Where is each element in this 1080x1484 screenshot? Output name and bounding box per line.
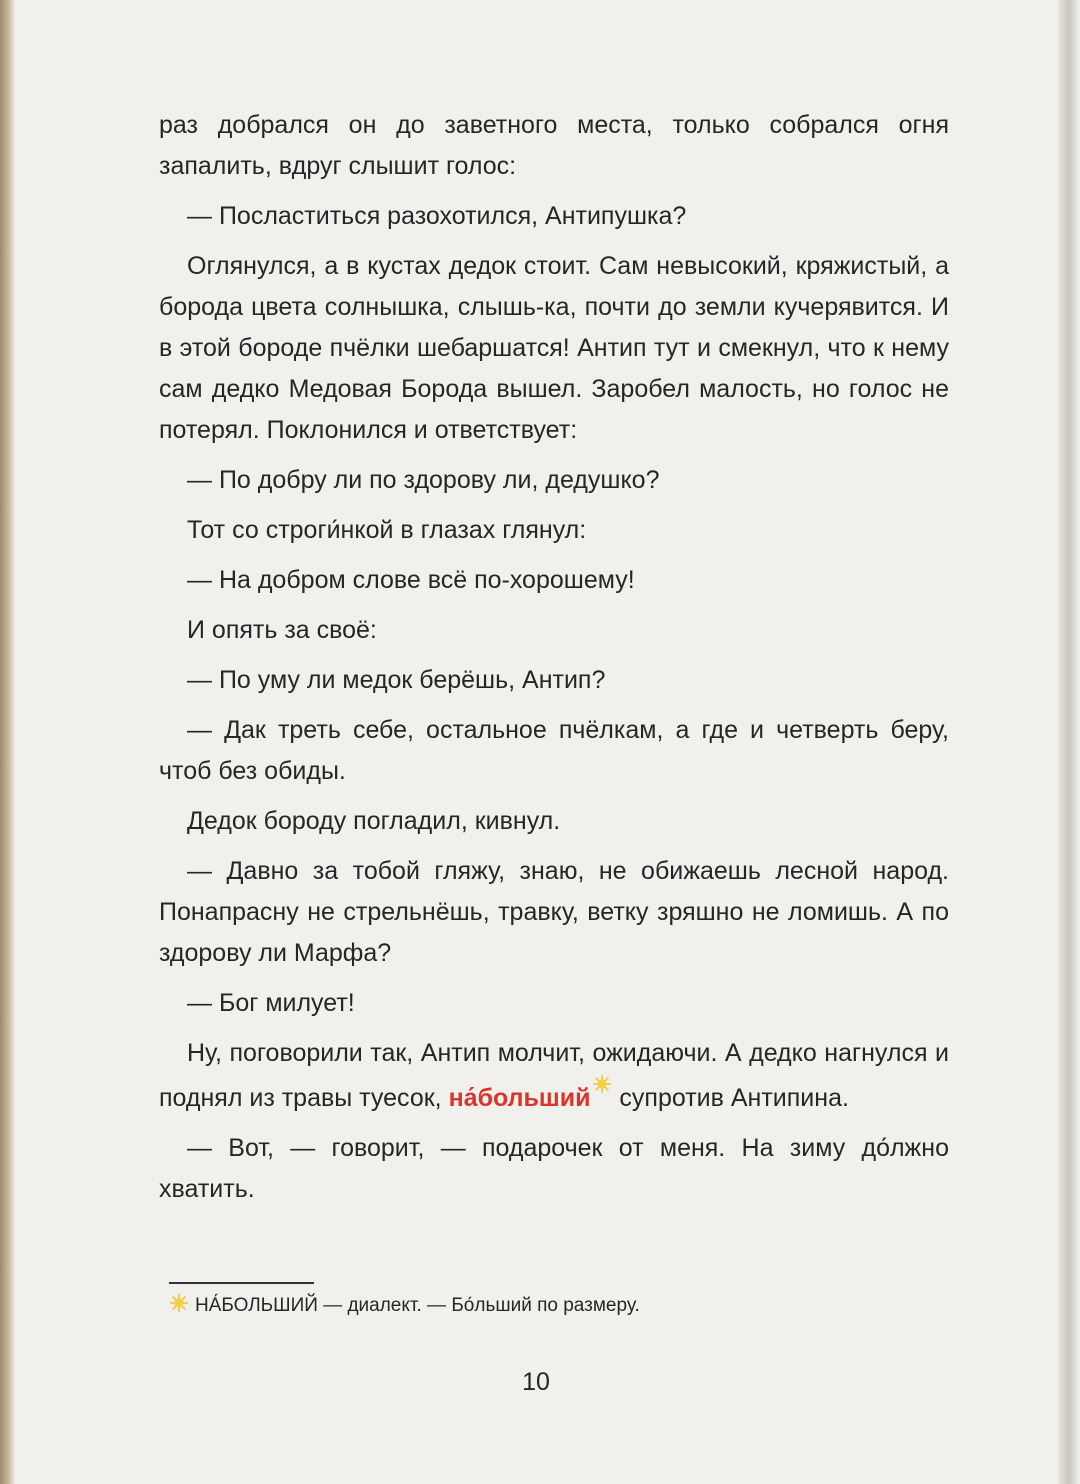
paragraph: — По добру ли по здорову ли, дедушко? xyxy=(187,466,660,494)
paragraph: — Дак треть себе, остальное пчёлкам, а где и четверть беру, чтоб без обиды. xyxy=(159,716,949,785)
page-edge-left xyxy=(0,0,14,1484)
sun-icon xyxy=(592,1074,612,1094)
paragraph: Дедок бороду погладил, кивнул. xyxy=(187,807,561,835)
footnote xyxy=(169,1292,929,1320)
sun-icon xyxy=(169,1293,189,1313)
page-number: 10 xyxy=(522,1368,550,1396)
paragraph: Тот со строги́нкой в глазах глянул: xyxy=(187,516,587,544)
gloss-paragraph xyxy=(159,1033,949,1119)
paragraph: — Давно за тобой гляжу, знаю, не обижаешь лесной народ. Понапрасну не стрельнёшь, травку, ветку зряшно не ломишь. А по здорову ли Марфа? xyxy=(159,857,949,967)
footnote-term: НА́БОЛЬШИЙ xyxy=(195,1295,318,1316)
paragraph: И опять за своё: xyxy=(187,616,377,644)
paragraph: — Бог милует! xyxy=(187,989,355,1017)
paragraph: — Посластиться разохотился, Антипушка? xyxy=(187,202,687,230)
glossary-word: на́больший xyxy=(448,1084,591,1112)
page-edge-right xyxy=(1058,0,1080,1484)
paragraph: — По уму ли медок берёшь, Антип? xyxy=(187,666,606,694)
paragraph: — Вот, — говорит, — подарочек от меня. На зиму до́лжно хватить. xyxy=(159,1134,949,1203)
footnote-definition: — диалект. — Бо́льший по размеру. xyxy=(317,1295,640,1316)
footnote-divider xyxy=(169,1282,314,1284)
paragraph: — На добром слове всё по-хорошему! xyxy=(187,566,635,594)
paragraph: раз добрался он до заветного места, только собрался огня запалить, вдруг слышит голос: xyxy=(159,111,949,180)
gloss-paragraph-before: Ну, поговорили так, Антип молчит, ожидаючи. А дедко нагнулся и поднял из травы туесок, xyxy=(159,1039,949,1112)
gloss-paragraph-after: супротив Антипина. xyxy=(612,1084,849,1112)
paragraph: Оглянулся, а в кустах дедок стоит. Сам невысокий, кряжистый, а борода цвета солнышка, слышь-ка, почти до земли кучерявится. И в этой бороде пчёлки шебаршатся! Антип тут и смекнул, что к нему сам дедко Медовая Борода вышел. Заробел малость, но голос не потерял. Поклонился и ответствует: xyxy=(159,252,949,444)
book-page xyxy=(14,0,1058,1484)
story-text xyxy=(159,105,949,1219)
